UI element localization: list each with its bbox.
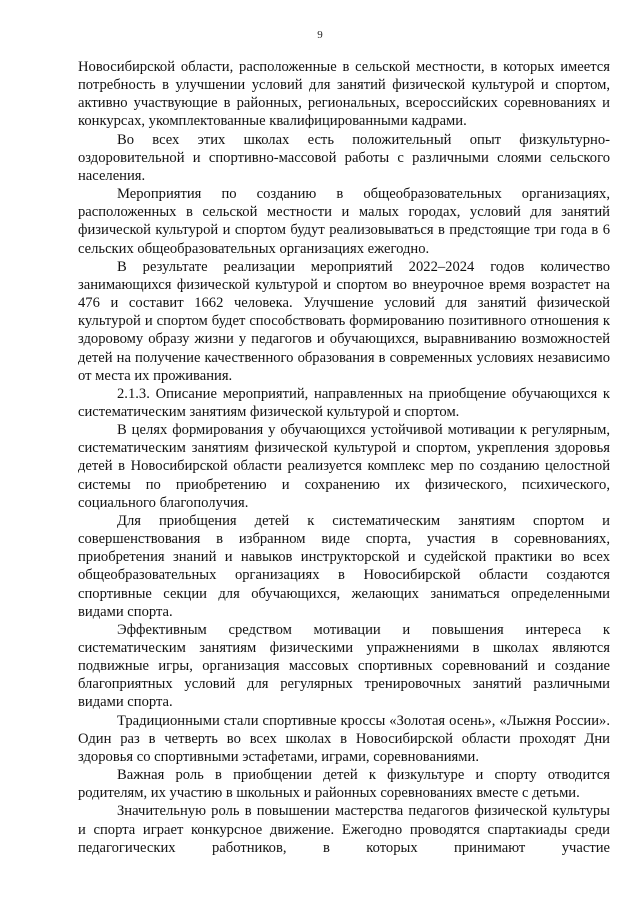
- paragraph-4: В результате реализации мероприятий 2022–2024 годов количество занимающихся физической культурой и спортом во внеурочное время возрастет на 476 и составит 1662 человека. Улучшение условий для занятий физической культурой и спортом будет способствовать формированию позитивного отношения к здоровому образу жизни у педагогов и обучающихся, выравниванию возможностей детей на получение качественного образования в современных условиях независимо от места их проживания.: [78, 258, 610, 384]
- paragraph-9: Традиционными стали спортивные кроссы «Золотая осень», «Лыжня России». Один раз в четверть во всех школах в Новосибирской области проходят Дни здоровья со спортивными эстафетами, играми, соревнованиями.: [78, 712, 610, 765]
- paragraph-10: Важная роль в приобщении детей к физкультуре и спорту отводится родителям, их участию в школьных и районных соревнованиях вместе с детьми.: [78, 767, 610, 802]
- section-heading-2-1-3: 2.1.3. Описание мероприятий, направленных на приобщение обучающихся к систематическим занятиям физической культурой и спортом.: [78, 385, 610, 420]
- paragraph-3: Мероприятия по созданию в общеобразовательных организациях, расположенных в сельской местности и малых городах, условий для занятий физической культурой и спортом будут реализовываться в предстоящие три года в 6 сельских общеобразовательных организациях ежегодно.: [78, 186, 610, 257]
- page-number: 9: [317, 29, 323, 41]
- paragraph-2: Во всех этих школах есть положительный опыт физкультурно-оздоровительной и спортивно-массовой работы с различными слоями сельского населения.: [78, 131, 610, 184]
- paragraph-8: Эффективным средством мотивации и повышения интереса к систематическим занятиям физическими упражнениями в школах являются подвижные игры, организация массовых спортивных соревнований и создание благоприятных условий для регулярных тренировочных занятий различными видами спорта.: [78, 621, 610, 711]
- paragraph-6: В целях формирования у обучающихся устойчивой мотивации к регулярным, систематическим занятиям физической культурой и спортом, укрепления здоровья детей в Новосибирской области реализуется комплекс мер по созданию целостной системы по приобретению и сохранению их физического, психического, социального благополучия.: [78, 422, 610, 511]
- paragraph-11: Значительную роль в повышении мастерства педагогов физической культуры и спорта играет конкурсное движение. Ежегодно проводятся спартакиады среди педагогических работников, в которых принимают участие: [78, 803, 610, 856]
- paragraph-1: Новосибирской области, расположенные в сельской местности, в которых имеется потребность в улучшении условий для занятий физической культурой и спортом, активно участвующие в районных, региональных, всероссийских соревнованиях и конкурсах, укомплектованные квалифицированными кадрами.: [78, 59, 610, 130]
- paragraph-7: Для приобщения детей к систематическим занятиям спортом и совершенствования в избранном виде спорта, участия в соревнованиях, приобретения знаний и навыков инструкторской и судейской практики во всех общеобразовательных организациях в Новосибирской области создаются спортивные секции для обучающихся, желающих заниматься определенными видами спорта.: [78, 512, 610, 620]
- document-body: [78, 58, 610, 857]
